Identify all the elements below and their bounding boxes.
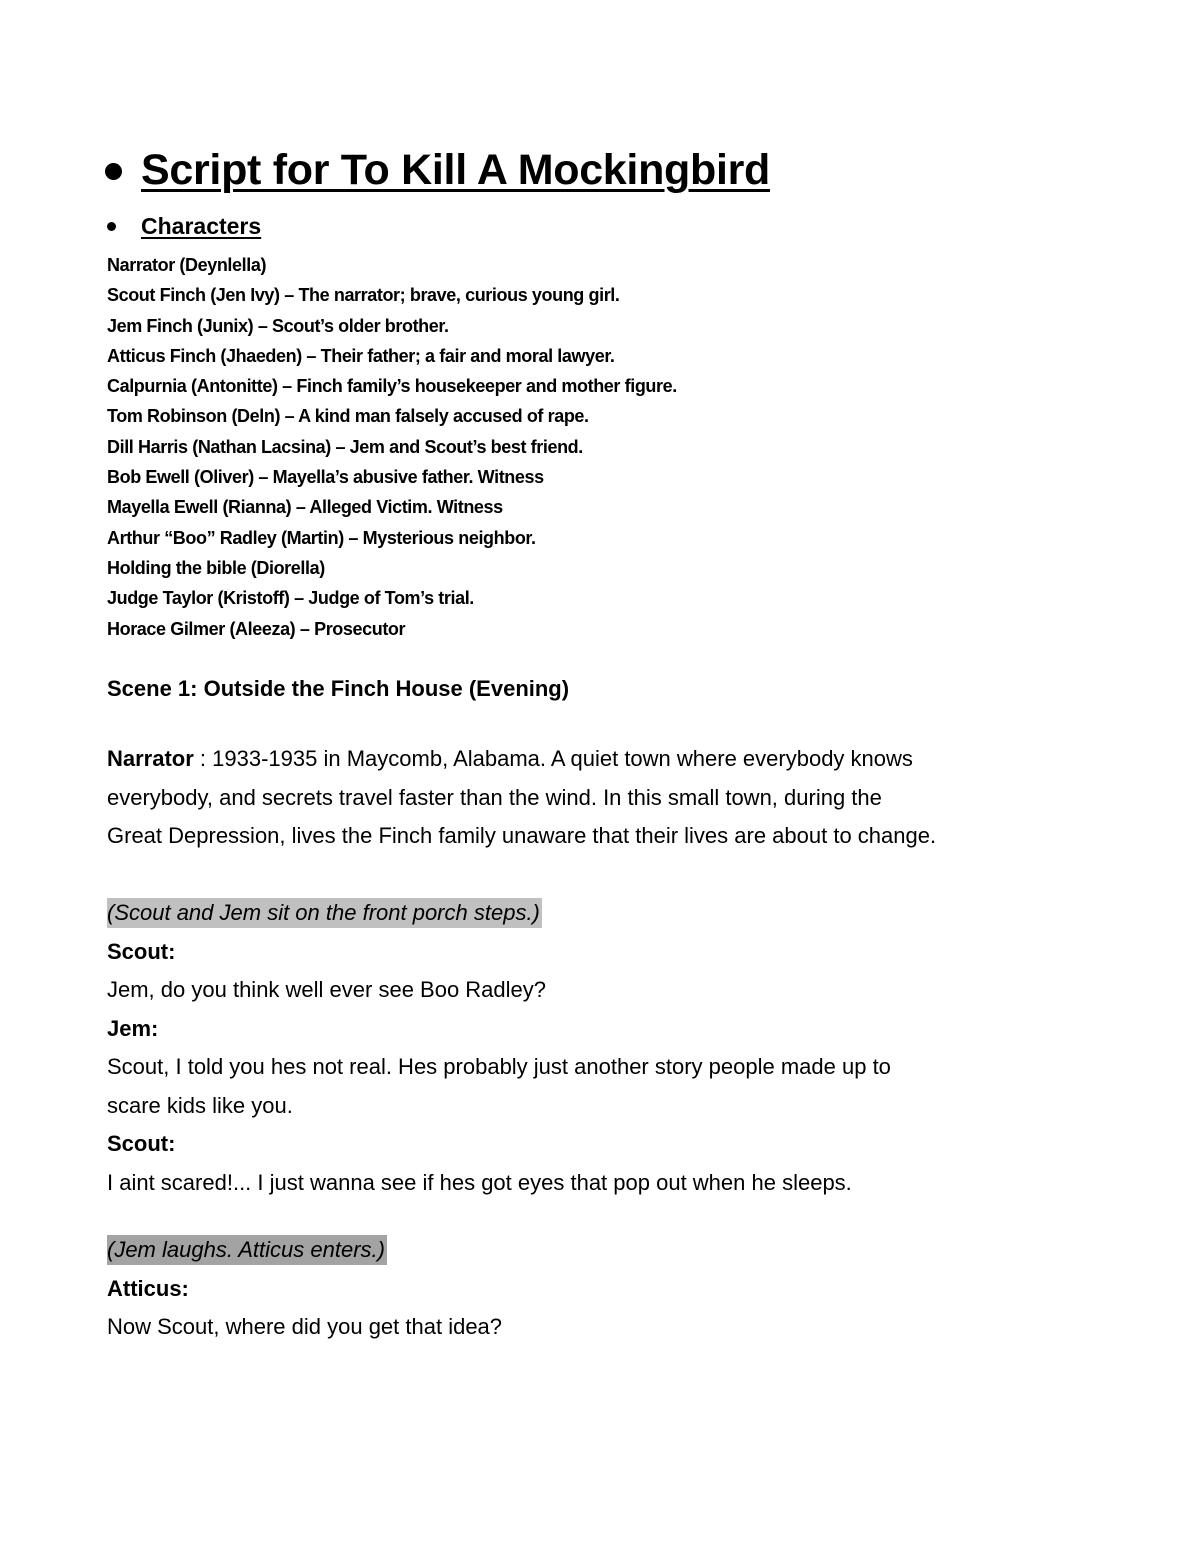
narration-paragraph (107, 740, 936, 856)
list-item: Narrator (Deynlella) (107, 255, 267, 275)
title-row (105, 146, 770, 195)
dialogue-line: scare kids like you. (107, 1092, 293, 1118)
narration-line (107, 740, 936, 779)
list-item: Judge Taylor (Kristoff) – Judge of Tom’s trial. (107, 588, 474, 609)
list-item: Calpurnia (Antonitte) – Finch family’s housekeeper and mother figure. (107, 376, 677, 397)
dialogue-line: I aint scared!... I just wanna see if hes got eyes that pop out when he sleeps. (107, 1169, 852, 1195)
list-item: Horace Gilmer (Aleeza) – Prosecutor (107, 618, 406, 639)
list-item: Scout Finch (Jen Ivy) – The narrator; brave, curious young girl. (107, 285, 620, 306)
stage-direction-line (107, 1231, 502, 1270)
speaker-label: Narrator (107, 746, 194, 771)
stage-direction: (Jem laughs. Atticus enters.) (107, 1235, 387, 1265)
list-item: Mayella Ewell (Rianna) – Alleged Victim. Witness (107, 497, 503, 518)
speaker-label: Scout: (107, 938, 176, 964)
speaker-label: Jem: (107, 1015, 159, 1041)
dialogue-block (107, 1231, 502, 1347)
character-list (107, 250, 677, 644)
characters-heading: Characters (141, 213, 262, 239)
characters-heading-row (105, 213, 261, 240)
list-item: Bob Ewell (Oliver) – Mayella’s abusive father. Witness (107, 467, 544, 488)
narration-text: 1933-1935 in Maycomb, Alabama. A quiet town where everybody knows (212, 746, 913, 771)
scene-heading: Scene 1: Outside the Finch House (Evening) (107, 676, 570, 701)
narration-line: Great Depression, lives the Finch family unaware that their lives are about to change. (107, 823, 937, 848)
separator: : (193, 746, 213, 771)
dialogue-block (107, 894, 891, 1202)
narration-line: everybody, and secrets travel faster than the wind. In this small town, during the (107, 784, 882, 810)
bullet-icon (105, 163, 122, 180)
list-item: Holding the bible (Diorella) (107, 557, 325, 578)
list-item: Jem Finch (Junix) – Scout’s older brother. (107, 315, 449, 336)
list-item: Tom Robinson (Deln) – A kind man falsely accused of rape. (107, 406, 589, 427)
speaker-label: Scout: (107, 1131, 176, 1156)
stage-direction-line (107, 894, 891, 933)
dialogue-line: Scout, I told you hes not real. Hes probably just another story people made up to (107, 1054, 891, 1079)
dialogue-line: Now Scout, where did you get that idea? (107, 1314, 503, 1339)
list-item: Atticus Finch (Jhaeden) – Their father; a fair and moral lawyer. (107, 345, 615, 366)
stage-direction: (Scout and Jem sit on the front porch steps.) (107, 898, 542, 928)
bullet-icon (107, 222, 116, 231)
dialogue-line: Jem, do you think well ever see Boo Radley? (107, 977, 547, 1002)
page-title: Script for To Kill A Mockingbird (141, 146, 771, 194)
list-item: Dill Harris (Nathan Lacsina) – Jem and Scout’s best friend. (107, 436, 583, 457)
list-item: Arthur “Boo” Radley (Martin) – Mysterious neighbor. (107, 527, 536, 548)
speaker-label: Atticus: (107, 1275, 189, 1301)
